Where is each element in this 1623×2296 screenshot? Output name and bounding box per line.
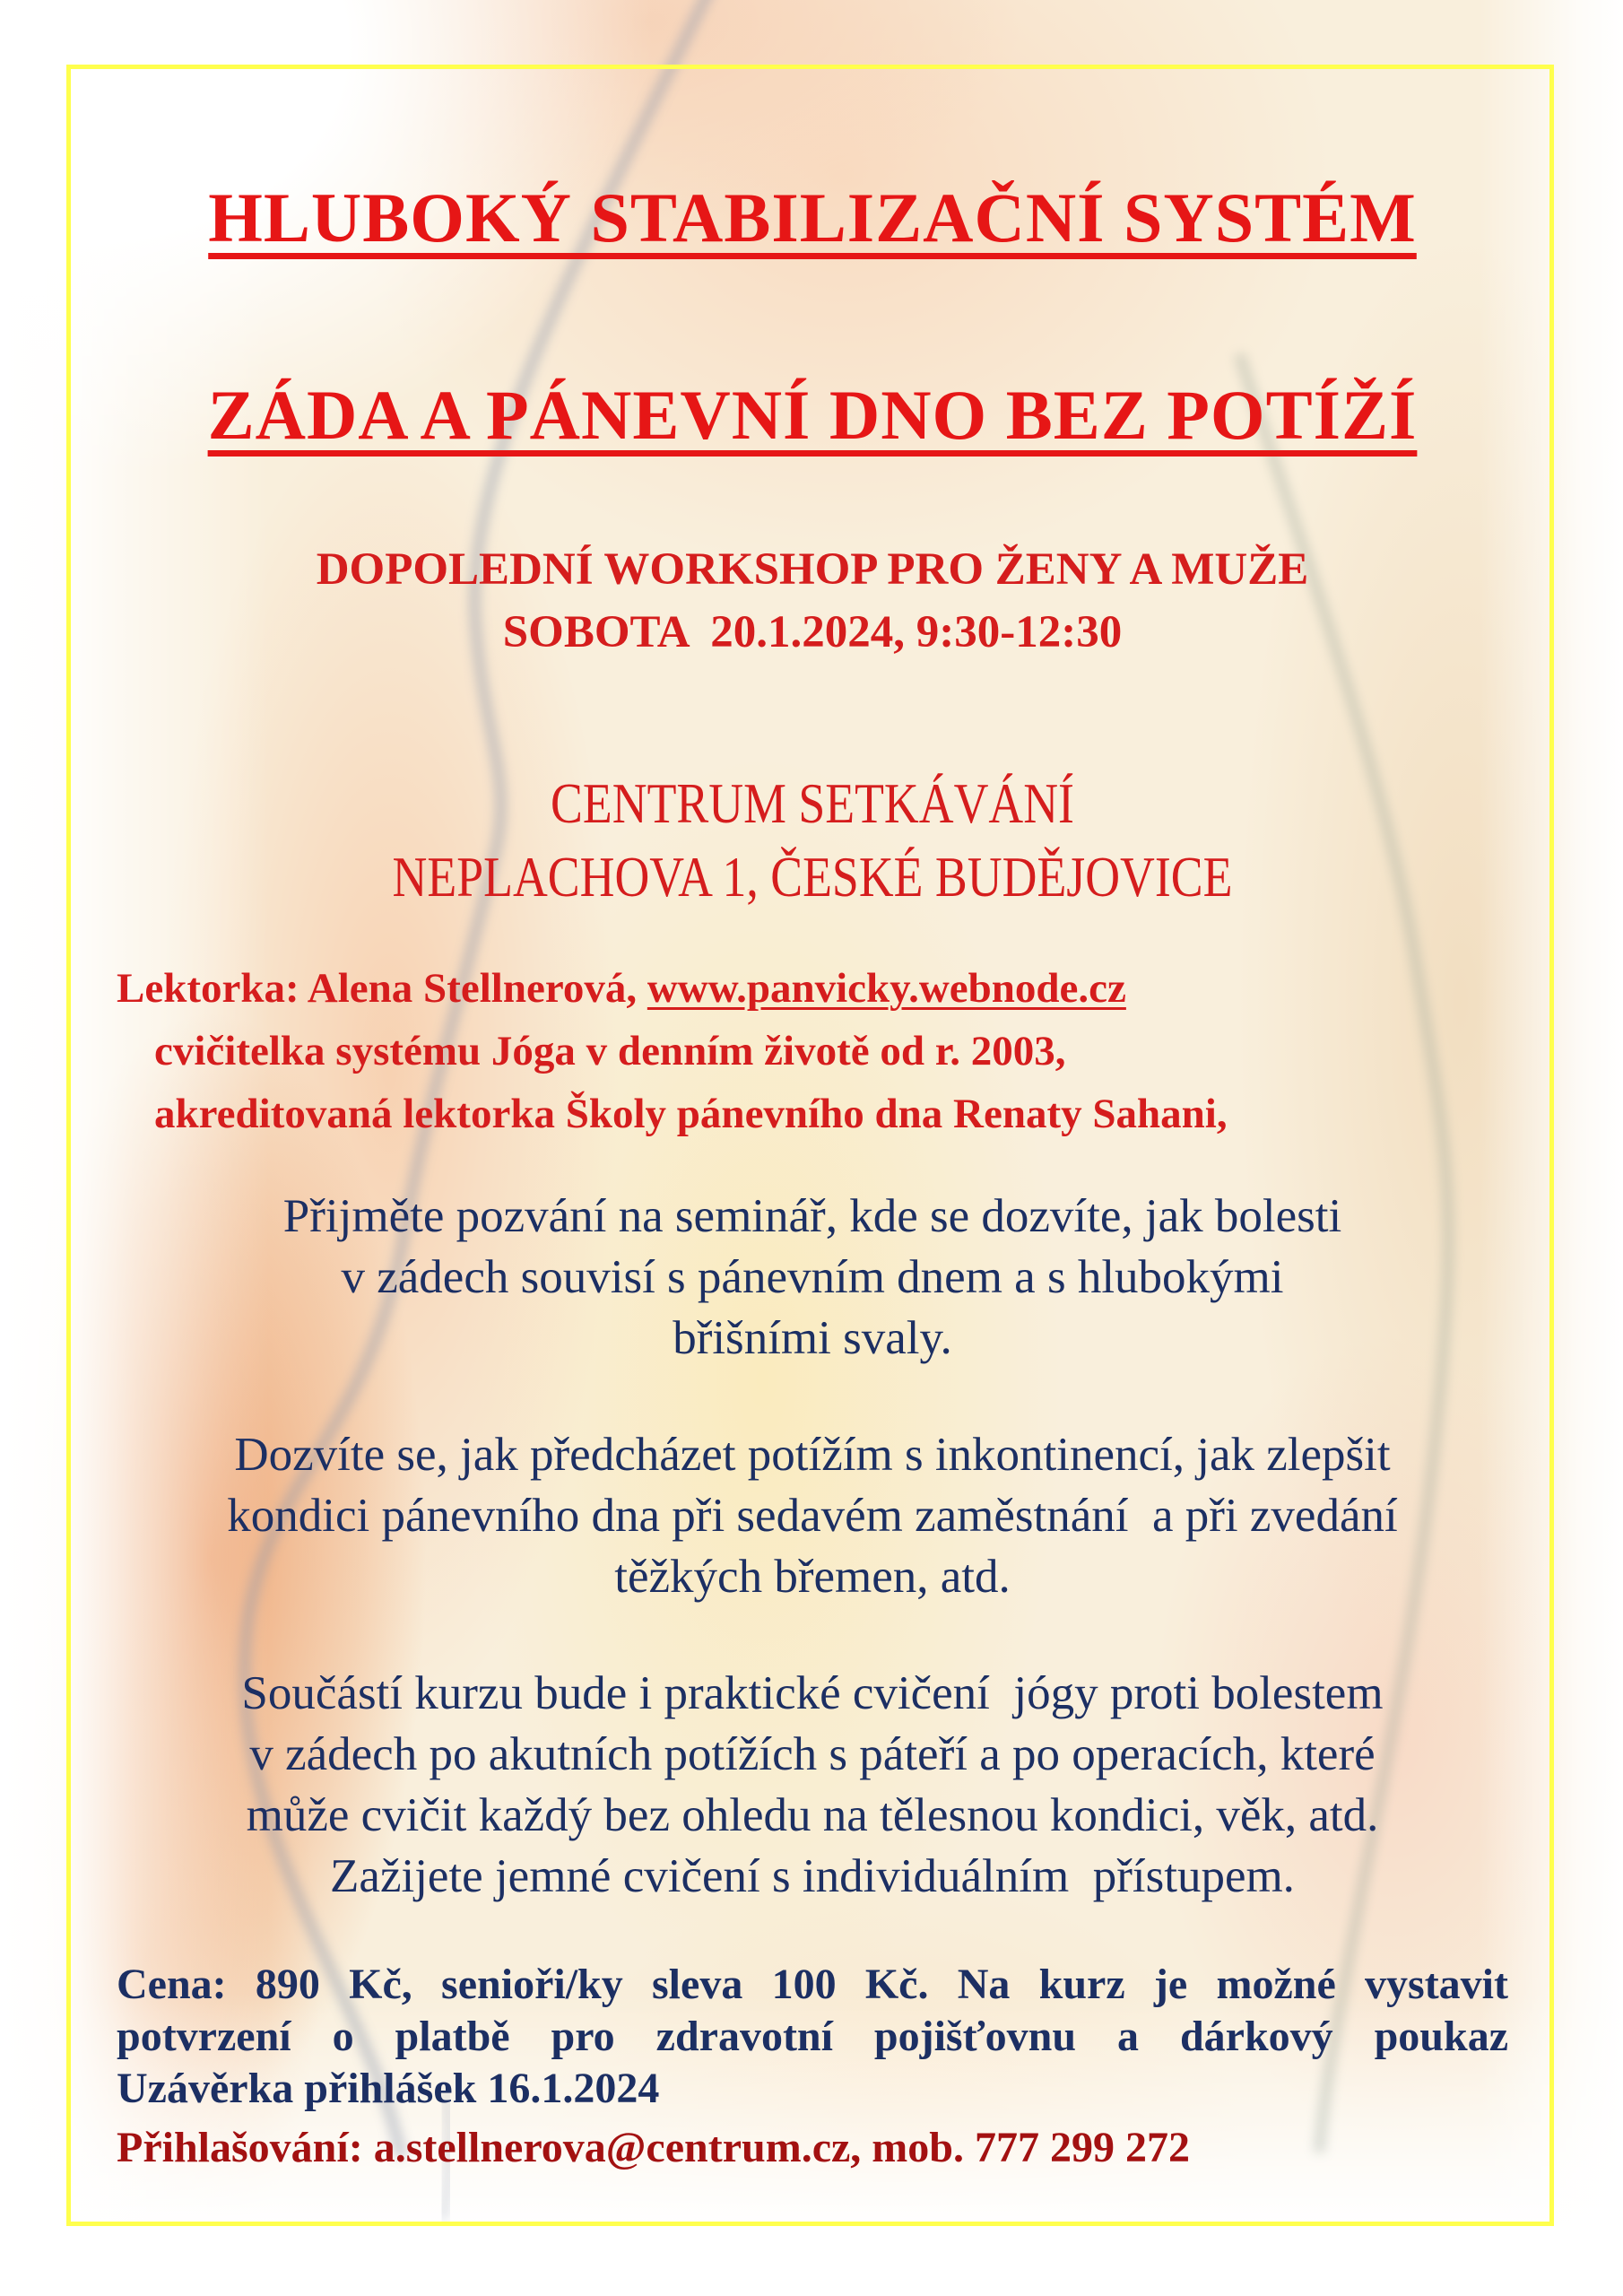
paragraph-line: může cvičit každý bez ohledu na tělesnou kondici, věk, atd. [246,1789,1379,1841]
poster-title-line1: HLUBOKÝ STABILIZAČNÍ SYSTÉM [208,178,1417,257]
paragraph-line: břišními svaly. [673,1312,952,1364]
paragraph-line: Zažijete jemné cvičení s individuálním přístupem. [330,1850,1295,1902]
paragraph-line: těžkých břemen, atd. [614,1551,1011,1603]
paragraph-line: kondici pánevního dna při sedavém zaměstnání a při zvedání [227,1490,1398,1542]
deadline-line: Uzávěrka přihlášek 16.1.2024 [117,2065,660,2112]
benefits-paragraph [117,1424,1508,1607]
pricing-info [117,1959,1508,2115]
lecturer-name: Lektorka: Alena Stellnerová, [117,965,647,1012]
lecturer-line1 [117,957,1508,1020]
lecturer-line2: cvičitelka systému Jóga v denním životě od r. 2003, [154,1028,1066,1074]
practice-paragraph [117,1663,1508,1907]
workshop-date-time: SOBOTA 20.1.2024, 9:30-12:30 [502,607,1123,657]
venue-name: CENTRUM SETKÁVÁNÍ [551,771,1074,835]
paragraph-line: v zádech po akutních potížích s páteří a po operacích, které [249,1728,1376,1780]
poster-content [117,0,1508,2174]
paragraph-line: Součástí kurzu bude i praktické cvičení jógy proti bolestem [241,1667,1384,1719]
pricing-line: potvrzení o platbě pro zdravotní pojišťovnu a dárkový poukaz [117,2013,1508,2060]
paragraph-line: Dozvíte se, jak předcházet potížím s inkontinencí, jak zlepšit [234,1429,1391,1481]
website-link[interactable]: www.panvicky.webnode.cz [647,965,1126,1012]
pricing-line: Cena: 890 Kč, senioři/ky sleva 100 Kč. Na kurz je možné vystavit [117,1961,1508,2008]
paragraph-line: Přijměte pozvání na seminář, kde se dozvíte, jak bolesti [282,1190,1342,1242]
workshop-subtitle: DOPOLEDNÍ WORKSHOP PRO ŽENY A MUŽE [316,544,1309,595]
registration-contact: Přihlašování: a.stellnerova@centrum.cz, mob. 777 299 272 [117,2124,1190,2171]
venue-address: NEPLACHOVA 1, ČESKÉ BUDĚJOVICE [392,845,1233,909]
paragraph-line: v zádech souvisí s pánevním dnem a s hlubokými [341,1251,1284,1303]
poster-title-line2: ZÁDA A PÁNEVNÍ DNO BEZ POTÍŽÍ [207,376,1418,454]
lecturer-line3: akreditovaná lektorka Školy pánevního dna Renaty Sahani, [154,1091,1228,1137]
lecturer-info [117,957,1508,1145]
invitation-paragraph [117,1186,1508,1369]
